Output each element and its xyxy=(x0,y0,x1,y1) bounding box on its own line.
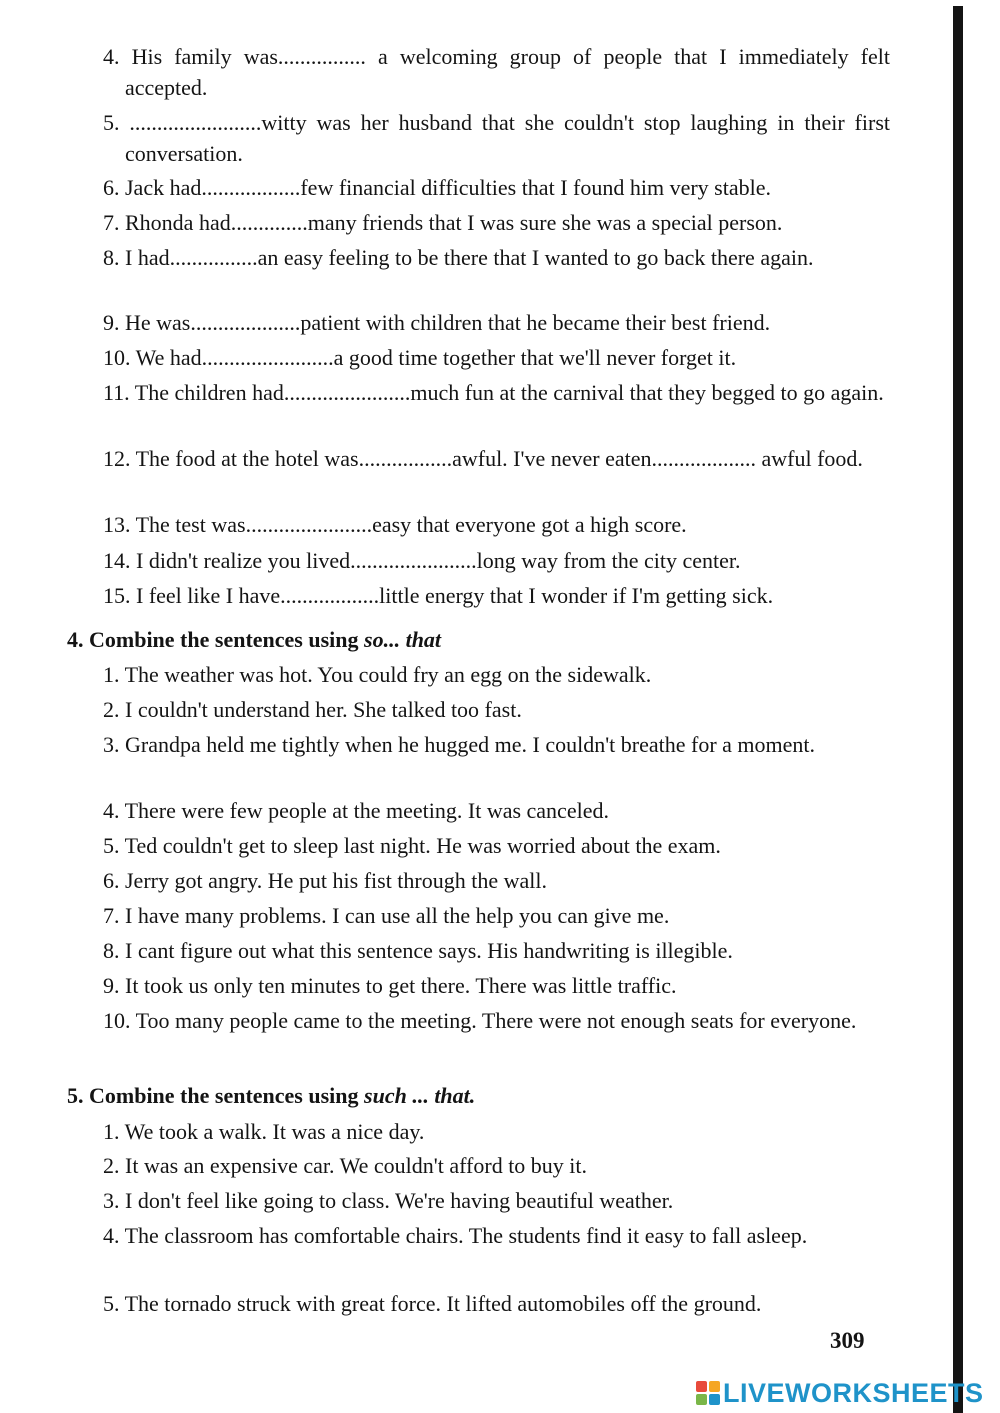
exercise3-item-7: 7. Rhonda had..............many friends that I was sure she was a special person. xyxy=(103,210,783,235)
exercise3-item-10: 10. We had........................a good time together that we'll never forget it. xyxy=(103,345,737,370)
exercise3-item-8: 8. I had................an easy feeling to be there that I wanted to go back there again. xyxy=(103,245,814,270)
exercise5-item-5: 5. The tornado struck with great force. It lifted automobiles off the ground. xyxy=(103,1291,762,1316)
page-number: 309 xyxy=(830,1328,865,1353)
exercise5-item-1: 1. We took a walk. It was a nice day. xyxy=(103,1119,425,1144)
exercise5-heading xyxy=(67,1080,475,1111)
logo-square-4 xyxy=(709,1394,720,1405)
logo-square-3 xyxy=(696,1394,707,1405)
exercise4-heading xyxy=(67,624,441,655)
exercise3-item-12: 12. The food at the hotel was.................awful. I've never eaten................... awful food. xyxy=(103,446,863,471)
exercise3-item-14: 14. I didn't realize you lived.......................long way from the city center. xyxy=(103,548,741,573)
exercise5-item-2: 2. It was an expensive car. We couldn't afford to buy it. xyxy=(103,1153,588,1178)
logo-square-2 xyxy=(709,1381,720,1392)
exercise5-heading-emphasis: such ... that. xyxy=(364,1083,476,1108)
exercise4-heading-text: 4. Combine the sentences using xyxy=(67,627,365,652)
exercise4-item-8: 8. I cant figure out what this sentence says. His handwriting is illegible. xyxy=(103,938,733,963)
exercise4-item-1: 1. The weather was hot. You could fry an egg on the sidewalk. xyxy=(103,662,652,687)
exercise4-heading-emphasis: so... that xyxy=(364,627,442,652)
exercise3-item-15: 15. I feel like I have..................little energy that I wonder if I'm getting sick. xyxy=(103,583,774,608)
liveworksheets-wordmark: LIVEWORKSHEETS xyxy=(723,1377,984,1408)
exercise4-item-2: 2. I couldn't understand her. She talked too fast. xyxy=(103,697,522,722)
liveworksheets-logo-icon xyxy=(696,1381,720,1405)
exercise3-item-9: 9. He was....................patient with children that he became their best friend. xyxy=(103,310,771,335)
exercise3-item-13: 13. The test was.......................easy that everyone got a high score. xyxy=(103,512,687,537)
right-margin-rule xyxy=(953,6,963,1413)
exercise5-item-4: 4. The classroom has comfortable chairs. The students find it easy to fall asleep. xyxy=(103,1223,808,1248)
exercise4-item-5: 5. Ted couldn't get to sleep last night. He was worried about the exam. xyxy=(103,833,721,858)
exercise4-item-3: 3. Grandpa held me tightly when he hugged me. I couldn't breathe for a moment. xyxy=(103,732,816,757)
exercise4-item-4: 4. There were few people at the meeting. It was canceled. xyxy=(103,798,609,823)
logo-square-1 xyxy=(696,1381,707,1392)
exercise4-item-10: 10. Too many people came to the meeting. There were not enough seats for everyone. xyxy=(103,1008,857,1033)
exercise4-item-7: 7. I have many problems. I can use all the help you can give me. xyxy=(103,903,670,928)
exercise3-item-6: 6. Jack had..................few financial difficulties that I found him very stable. xyxy=(103,175,771,200)
exercise4-item-6: 6. Jerry got angry. He put his fist through the wall. xyxy=(103,868,547,893)
exercise4-item-9: 9. It took us only ten minutes to get there. There was little traffic. xyxy=(103,973,677,998)
exercise5-item-3: 3. I don't feel like going to class. We're having beautiful weather. xyxy=(103,1188,674,1213)
exercise3-item-4: 4. His family was................ a welcoming group of people that I immediately felt accepted. xyxy=(103,44,890,100)
exercise3-item-5: 5. ........................witty was her husband that she couldn't stop laughing in their first conversation. xyxy=(103,110,890,166)
exercise3-item-11: 11. The children had.......................much fun at the carnival that they begged to go again. xyxy=(103,380,884,405)
liveworksheets-watermark xyxy=(696,1378,984,1408)
exercise5-heading-text: 5. Combine the sentences using xyxy=(67,1083,365,1108)
